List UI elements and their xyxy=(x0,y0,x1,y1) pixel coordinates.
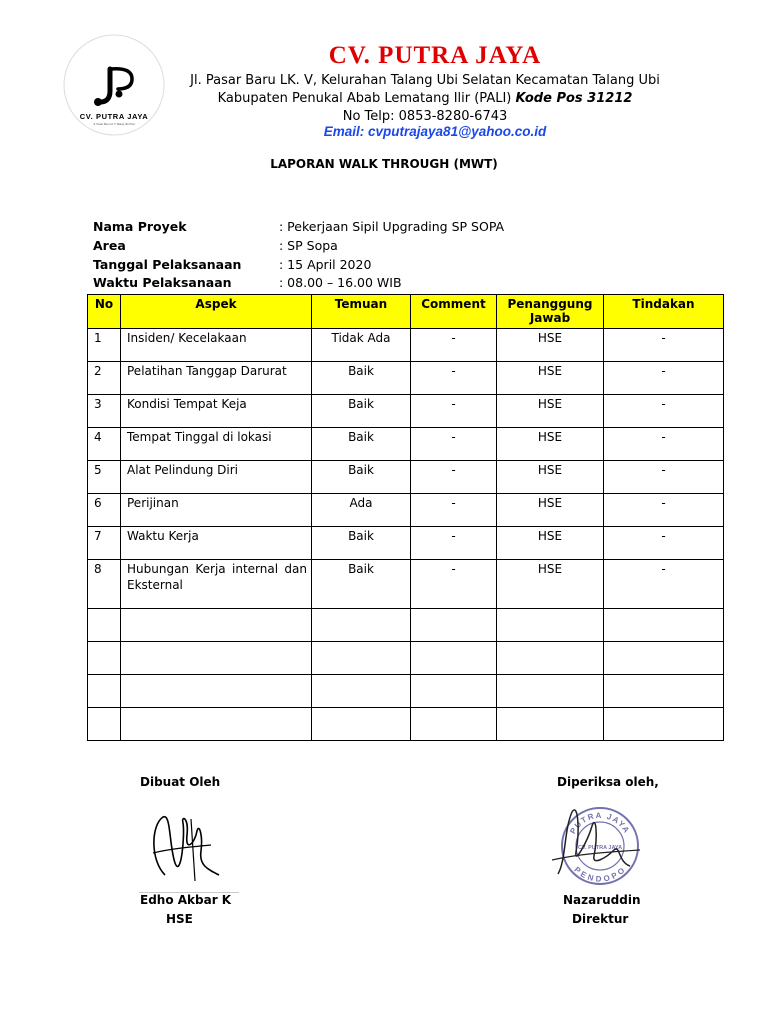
table-row xyxy=(88,527,724,560)
stamp-center-text: CV. PUTRA JAYA xyxy=(577,845,623,851)
cell-penanggung-jawab: HSE xyxy=(497,494,604,527)
cell-no: 3 xyxy=(88,395,121,428)
cell-tindakan: - xyxy=(604,395,724,428)
cell-temuan: Baik xyxy=(312,461,411,494)
col-header-comment: Comment xyxy=(411,295,497,329)
cell-comment: - xyxy=(411,329,497,362)
table-row-empty xyxy=(88,609,724,642)
cell-aspek xyxy=(121,675,312,708)
checked-by-caption: Diperiksa oleh, xyxy=(557,775,659,789)
cell-aspek: Hubungan Kerja internal dan Eksternal xyxy=(121,560,312,609)
cell-penanggung-jawab: HSE xyxy=(497,329,604,362)
table-row xyxy=(88,428,724,461)
cell-temuan: Tidak Ada xyxy=(312,329,411,362)
cell-penanggung-jawab xyxy=(497,675,604,708)
cell-no: 8 xyxy=(88,560,121,609)
cell-tindakan: - xyxy=(604,428,724,461)
cell-penanggung-jawab: HSE xyxy=(497,527,604,560)
cell-tindakan: - xyxy=(604,527,724,560)
table-row xyxy=(88,362,724,395)
table-row xyxy=(88,560,724,609)
cell-no: 1 xyxy=(88,329,121,362)
company-name: CV. PUTRA JAYA xyxy=(328,42,542,69)
cell-comment: - xyxy=(411,560,497,609)
stamp-top-text: PUTRA JAYA xyxy=(568,810,632,836)
info-label-time: Waktu Pelaksanaan xyxy=(93,275,232,290)
col-header-temuan: Temuan xyxy=(312,295,411,329)
cell-temuan: Baik xyxy=(312,527,411,560)
cell-no: 7 xyxy=(88,527,121,560)
phone-number: No Telp: 0853-8280-6743 xyxy=(342,109,508,124)
cell-penanggung-jawab xyxy=(497,642,604,675)
cell-penanggung-jawab xyxy=(497,609,604,642)
address-regency: Kabupaten Penukal Abab Lematang Ilir (PALI) xyxy=(217,91,512,106)
cell-penanggung-jawab: HSE xyxy=(497,362,604,395)
cell-tindakan: - xyxy=(604,494,724,527)
cell-temuan: Ada xyxy=(312,494,411,527)
cell-no xyxy=(88,675,121,708)
cell-penanggung-jawab: HSE xyxy=(497,560,604,609)
cell-aspek xyxy=(121,609,312,642)
table-row xyxy=(88,494,724,527)
cell-tindakan: - xyxy=(604,329,724,362)
cell-comment: - xyxy=(411,428,497,461)
info-value-time: : 08.00 – 16.00 WIB xyxy=(279,275,402,290)
prepared-by-name: Edho Akbar K xyxy=(140,893,232,907)
cell-comment: - xyxy=(411,527,497,560)
cell-no xyxy=(88,609,121,642)
table-row xyxy=(88,395,724,428)
table-row-empty xyxy=(88,708,724,741)
cell-comment: - xyxy=(411,461,497,494)
cell-no: 4 xyxy=(88,428,121,461)
cell-temuan: Baik xyxy=(312,362,411,395)
handwritten-signature-icon xyxy=(145,805,230,887)
cell-tindakan xyxy=(604,675,724,708)
cell-temuan: Baik xyxy=(312,395,411,428)
cell-tindakan: - xyxy=(604,560,724,609)
cell-tindakan: - xyxy=(604,461,724,494)
logo-name: CV. PUTRA JAYA xyxy=(79,112,149,121)
cell-tindakan xyxy=(604,609,724,642)
table-row-empty xyxy=(88,642,724,675)
cell-comment: - xyxy=(411,362,497,395)
cell-no: 6 xyxy=(88,494,121,527)
cell-aspek: Tempat Tinggal di lokasi xyxy=(121,428,312,461)
cell-comment xyxy=(411,675,497,708)
address-line-2 xyxy=(160,90,690,107)
cell-temuan xyxy=(312,675,411,708)
cell-tindakan: - xyxy=(604,362,724,395)
address-line-1: Jl. Pasar Baru LK. V, Kelurahan Talang Ubi Selatan Kecamatan Talang Ubi xyxy=(190,73,660,88)
cell-comment: - xyxy=(411,395,497,428)
inspection-table xyxy=(87,294,724,741)
table-row-empty xyxy=(88,675,724,708)
col-header-no: No xyxy=(88,295,121,329)
cell-penanggung-jawab: HSE xyxy=(497,395,604,428)
cell-no xyxy=(88,708,121,741)
table-row xyxy=(88,329,724,362)
cell-aspek: Kondisi Tempat Keja xyxy=(121,395,312,428)
prepared-by-caption: Dibuat Oleh xyxy=(140,775,221,789)
stamp-bottom-text: PENDOPO xyxy=(572,865,628,884)
svg-text:PENDOPO xyxy=(572,865,627,884)
cell-aspek: Insiden/ Kecelakaan xyxy=(121,329,312,362)
cell-tindakan xyxy=(604,642,724,675)
info-value-date: : 15 April 2020 xyxy=(279,257,372,272)
cell-comment: - xyxy=(411,494,497,527)
info-value-project: : Pekerjaan Sipil Upgrading SP SOPA xyxy=(279,219,505,234)
cell-penanggung-jawab: HSE xyxy=(497,461,604,494)
cell-temuan xyxy=(312,708,411,741)
cell-no xyxy=(88,642,121,675)
checked-by-role: Direktur xyxy=(572,912,629,926)
cell-temuan: Baik xyxy=(312,428,411,461)
cell-temuan: Baik xyxy=(312,560,411,609)
cell-comment xyxy=(411,708,497,741)
info-label-date: Tanggal Pelaksanaan xyxy=(93,257,242,272)
info-label-area: Area xyxy=(93,238,126,253)
cell-aspek: Alat Pelindung Diri xyxy=(121,461,312,494)
company-stamp-icon xyxy=(548,800,658,890)
checked-by-name: Nazaruddin xyxy=(563,893,641,907)
cell-temuan xyxy=(312,642,411,675)
cell-penanggung-jawab: HSE xyxy=(497,428,604,461)
col-header-aspek: Aspek xyxy=(121,295,312,329)
cell-penanggung-jawab xyxy=(497,708,604,741)
company-logo xyxy=(62,33,166,137)
logo-tagline: Jl. Pasar Baru LK V Talang Ubi PALI xyxy=(93,123,135,126)
info-value-area: : SP Sopa xyxy=(279,238,338,253)
cell-tindakan xyxy=(604,708,724,741)
prepared-by-role: HSE xyxy=(166,912,193,926)
col-header-penanggung-jawab: Penanggung Jawab xyxy=(497,295,604,329)
info-label-project: Nama Proyek xyxy=(93,219,187,234)
cell-comment xyxy=(411,609,497,642)
document-title: LAPORAN WALK THROUGH (MWT) xyxy=(270,157,498,171)
cell-aspek xyxy=(121,708,312,741)
cell-aspek xyxy=(121,642,312,675)
cell-aspek: Waktu Kerja xyxy=(121,527,312,560)
email-address[interactable]: Email: cvputrajaya81@yahoo.co.id xyxy=(323,124,547,139)
table-row xyxy=(88,461,724,494)
table-header-row xyxy=(88,295,724,329)
cell-comment xyxy=(411,642,497,675)
cell-aspek: Perijinan xyxy=(121,494,312,527)
col-header-tindakan: Tindakan xyxy=(604,295,724,329)
cell-no: 2 xyxy=(88,362,121,395)
cell-temuan xyxy=(312,609,411,642)
cell-no: 5 xyxy=(88,461,121,494)
postal-code: Kode Pos 31212 xyxy=(515,91,633,106)
cell-aspek: Pelatihan Tanggap Darurat xyxy=(121,362,312,395)
